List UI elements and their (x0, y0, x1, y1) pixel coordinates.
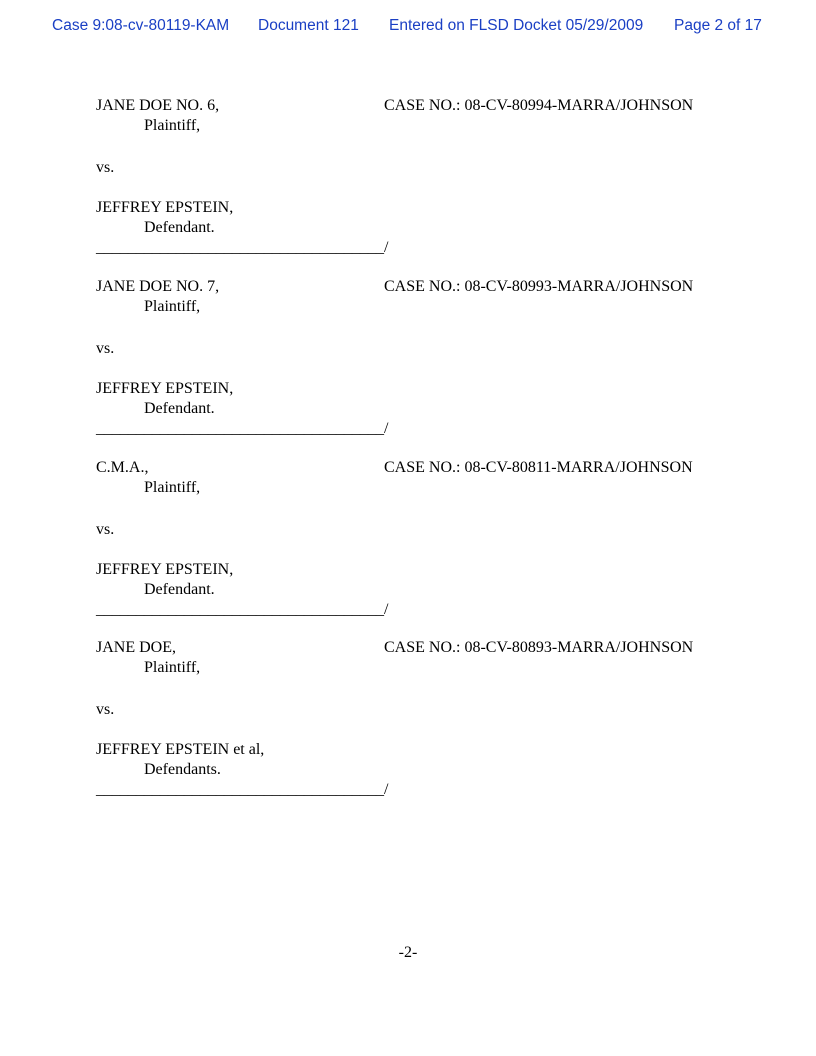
plaintiff-name: JANE DOE NO. 7, (96, 278, 220, 295)
signature-line: ____________________________________/ (96, 420, 389, 437)
defendant-name: JEFFREY EPSTEIN, (96, 380, 234, 397)
case-caption-2 (96, 277, 736, 457)
case-caption-4 (96, 638, 736, 818)
case-caption-1 (96, 96, 736, 276)
plaintiff-name: JANE DOE, (96, 639, 176, 656)
plaintiff-role: Plaintiff, (144, 479, 201, 496)
plaintiff-role: Plaintiff, (144, 117, 201, 134)
case-number: CASE NO.: 08-CV-80893-MARRA/JOHNSON (384, 639, 694, 656)
defendant-role: Defendant. (144, 400, 215, 417)
plaintiff-role: Plaintiff, (144, 298, 201, 315)
defendant-role: Defendant. (144, 581, 215, 598)
header-case-number: Case 9:08-cv-80119-KAM (52, 17, 230, 34)
versus: vs. (96, 701, 115, 718)
signature-line: ____________________________________/ (96, 601, 389, 618)
header-document-number: Document 121 (258, 17, 359, 34)
signature-line: ____________________________________/ (96, 781, 389, 798)
signature-line: ____________________________________/ (96, 239, 389, 256)
versus: vs. (96, 340, 115, 357)
versus: vs. (96, 159, 115, 176)
case-number: CASE NO.: 08-CV-80811-MARRA/JOHNSON (384, 459, 693, 476)
header-page-count: Page 2 of 17 (674, 17, 762, 34)
defendant-role: Defendant. (144, 219, 215, 236)
defendant-name: JEFFREY EPSTEIN, (96, 561, 234, 578)
plaintiff-name: JANE DOE NO. 6, (96, 97, 220, 114)
plaintiff-name: C.M.A., (96, 459, 149, 476)
defendant-name: JEFFREY EPSTEIN, (96, 199, 234, 216)
case-number: CASE NO.: 08-CV-80993-MARRA/JOHNSON (384, 278, 694, 295)
versus: vs. (96, 521, 115, 538)
case-caption-3 (96, 458, 736, 638)
defendant-role: Defendants. (144, 761, 221, 778)
plaintiff-role: Plaintiff, (144, 659, 201, 676)
header-entered-date: Entered on FLSD Docket 05/29/2009 (389, 17, 644, 34)
page-number: -2- (398, 944, 418, 961)
case-number: CASE NO.: 08-CV-80994-MARRA/JOHNSON (384, 97, 694, 114)
defendant-name: JEFFREY EPSTEIN et al, (96, 741, 265, 758)
